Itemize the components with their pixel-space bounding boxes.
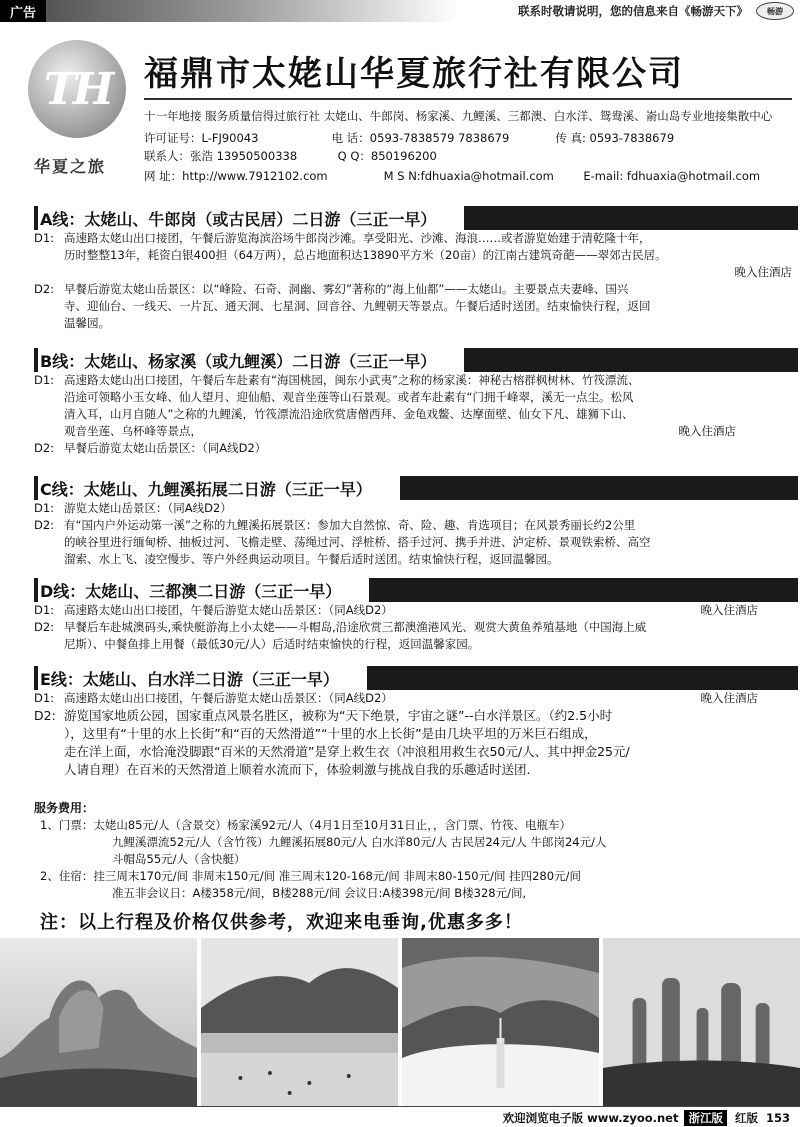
contact-row-2	[144, 148, 437, 164]
header-divider	[144, 98, 792, 100]
route-e-d2-line2: ），这里有“十里的水上长街”和“百的天然滑道”“十里的水上长街”是由几块平坦的万米巨石组成，	[64, 726, 597, 741]
license-number: 许可证号：L-FJ90043	[144, 131, 259, 145]
day-label: D2:	[34, 620, 55, 634]
route-a-title: A线：太姥山、牛郎岗（或古民居）二日游（三正一早）	[34, 206, 798, 230]
route-d-d1-line1: 高速路太姥山出口接团，午餐后游览太姥山岳景区：（同A线D2）	[64, 603, 393, 617]
route-a-d2-line1: 早餐后游览太姥山岳景区：以“峰险、石奇、洞幽、雾幻”著称的“海上仙都”——太姥山。主要景点夫妻峰、国兴	[64, 282, 629, 296]
route-e-d1-hotel: 晚入住酒店	[700, 691, 758, 705]
photo-beach	[201, 938, 398, 1106]
footer-rule	[0, 1106, 800, 1107]
ad-label: 广告	[0, 0, 46, 22]
source-note: 联系时敬请说明，您的信息来自《畅游天下》	[518, 4, 748, 18]
day-label: D2:	[34, 282, 55, 296]
route-d	[34, 578, 798, 653]
top-banner	[0, 0, 800, 22]
phone-number: 电 话：0593-7838579 7838679	[331, 131, 510, 145]
route-c-d2-line2: 的峡谷里进行缅甸桥、抽板过河、飞檐走壁、荡绳过河、浮桩桥、搭手过河、携手并进、泸定桥、景观铁索桥、高空	[64, 535, 651, 549]
day-label: D2:	[34, 441, 55, 455]
route-a-d2-line3: 温馨园。	[64, 316, 110, 330]
route-d-d1-hotel: 晚入住酒店	[700, 603, 758, 617]
page-footer	[0, 1108, 800, 1127]
route-b-title: B线：太姥山、杨家溪（或九鲤溪）二日游（三正一早）	[34, 348, 798, 372]
email-address: E-mail: fdhuaxia@hotmail.com	[583, 169, 761, 183]
magazine-logo-icon: 畅游	[756, 2, 794, 20]
route-b-d1-line1: 高速路太姥山出口接团，午餐后车赴素有“海国桃园，闽东小武夷”之称的杨家溪：神秘古榕群枫树林、竹筏漂流、	[64, 373, 640, 387]
logo-letters: TH	[43, 63, 111, 115]
day-label: D1:	[34, 501, 55, 515]
photo-sea-of-clouds	[402, 938, 599, 1106]
fee-tickets-line2: 九鲤溪漂流52元/人（含竹筏）九鲤溪拓展80元/人 白水洋80元/人 古民居24元/人 牛郎岗24元/人	[112, 835, 607, 849]
fee-lodging-line1: 2、住宿：挂三周末170元/间 非周末150元/间 准三周末120-168元/间 非周末80-150元/间 挂四280元/间	[40, 869, 581, 883]
contact-person: 联系人：张浩 13950500338	[144, 149, 298, 163]
route-e-d2-line1: 游览国家地质公园，国家重点风景名胜区，被称为“天下绝景，宇宙之谜”--白水洋景区。（约2.5小时	[64, 708, 613, 723]
route-c-d2-line3: 溜索、水上飞、凌空慢步、等户外经典运动项目。午餐后适时送团。结束愉快行程，返回温馨园。	[64, 552, 559, 566]
route-d-d2-line2: 尼斯）、中餐鱼排上用餐（最低30元/人）后适时结束愉快的行程，返回温馨家园。	[64, 637, 480, 651]
route-a-d2-line2: 寺、迎仙台、一线天、一片瓦、通天洞、七星洞、回音谷、九鲤朝天等景点。午餐后适时送团。结束愉快行程，返回	[64, 299, 651, 313]
route-b-d1-line3: 清入耳，山月自随人”之称的九鲤溪，竹筏漂流沿途欣赏唐僧西拜、金龟戏鳖、达摩面壁、仙女下凡、雄狮下山、	[64, 407, 634, 421]
day-label: D2:	[34, 518, 55, 532]
route-b-d1-hotel: 晚入住酒店	[678, 424, 736, 438]
route-a-d1-hotel: 晚入住酒店	[734, 265, 792, 279]
day-label: D1:	[34, 373, 55, 387]
route-a-d1-line2: 历时整整13年，耗资白银400担（64万两），总占地面积达13890平方米（20亩）的江南古建筑奇葩——翠郊古民居。	[64, 248, 667, 262]
route-b	[34, 348, 798, 457]
route-e-d2-line4: 人请自理）在百米的天然滑道上顺着水流而下，体验刺激与挑战自我的乐趣适时送团.	[64, 762, 531, 777]
day-label: D2:	[34, 708, 56, 723]
company-name: 福鼎市太姥山华夏旅行社有限公司	[144, 54, 684, 94]
route-b-d2-line1: 早餐后游览太姥山岳景区：（同A线D2）	[64, 441, 267, 455]
route-a-d1-line1: 高速路太姥山出口接团，午餐后游览海滨浴场牛郎岗沙滩。享受阳光、沙滩、海浪……或者游览始建于清乾隆十年，	[64, 231, 651, 245]
qq-number: Q Q：850196200	[337, 149, 437, 163]
contact-row-1	[144, 130, 674, 146]
contact-row-3	[144, 168, 760, 184]
banner-strip	[46, 0, 800, 22]
fax-number: 传 真: 0593-7838679	[555, 131, 675, 145]
website-link[interactable]: 网 址：http://www.7912102.com	[144, 169, 328, 183]
route-e-title: E线：太姥山、白水洋二日游（三正一早）	[34, 666, 798, 690]
day-label: D1:	[34, 691, 55, 705]
route-c-title: C线：太姥山、九鲤溪拓展二日游（三正一早）	[34, 476, 798, 500]
route-d-d2-line1: 早餐后车赴城澳码头,乘快艇游海上小太姥——斗帽岛,沿途欣赏三都澳渔港风光、观赏大黄鱼养殖基地（中国海上威	[64, 620, 647, 634]
fees-title: 服务费用：	[34, 801, 95, 815]
route-c-d2-line1: 有“国内户外运动第一溪”之称的九鲤溪拓展景区：参加大自然惊、奇、险、趣、肯选项目；在风景秀丽长约2公里	[64, 518, 636, 532]
logo-slogan: 华夏之旅	[34, 157, 107, 176]
route-b-d1-line2: 沿途可领略小玉女峰、仙人望月、迎仙船、观音坐莲等山石景观。或者车赴素有“门拥千峰翠，溪无一点尘。松风	[64, 390, 634, 404]
route-c	[34, 476, 798, 568]
fee-lodging-line2: 准五非会议日：A楼358元/间，B楼288元/间 会议日:A楼398元/间 B楼328元/间,	[112, 886, 527, 900]
fee-tickets-line1: 1、门票：太姥山85元/人（含景交）杨家溪92元/人（4月1日至10月31日止，，含门票、竹筏、电瓶车）	[40, 818, 571, 832]
fee-tickets-line3: 斗帽岛55元/人（含快艇）	[112, 852, 246, 866]
route-d-title: D线：太姥山、三都澳二日游（三正一早）	[34, 578, 798, 602]
day-label: D1:	[34, 603, 55, 617]
day-label: D1:	[34, 231, 55, 245]
website-promo: 欢迎浏览电子版 www.zyoo.net	[502, 1110, 679, 1125]
company-logo-icon	[28, 40, 126, 138]
route-e-d2-line3: 走在洋上面，水恰淹没脚跟“百米的天然滑道”是穿上救生衣（冲浪租用救生衣50元/人、其中押金25元/	[64, 744, 630, 759]
route-a	[34, 206, 798, 332]
page-number: 153	[765, 1110, 790, 1125]
service-fees	[34, 800, 798, 902]
company-header	[0, 26, 800, 196]
edition-color: 红版	[734, 1110, 758, 1125]
route-c-d1-line1: 游览太姥山岳景区：（同A线D2）	[64, 501, 232, 515]
route-b-d1-line4: 观音坐莲、乌杯峰等景点，	[64, 424, 202, 438]
edition-region: 浙江版	[684, 1110, 727, 1126]
photo-rock-peaks	[0, 938, 197, 1106]
notice-text: 注：以上行程及价格仅供参考，欢迎来电垂询,优惠多多！	[40, 912, 523, 933]
company-tagline: 十一年地接 服务质量信得过旅行社 太姥山、牛郎岗、杨家溪、九鲤溪、三都澳、白水洋、鸳鸯溪、嵛山岛专业地接集散中心	[144, 109, 773, 123]
route-e	[34, 666, 798, 779]
msn-address: M S N:fdhuaxia@hotmail.com	[383, 169, 554, 183]
photo-stone-pillars	[603, 938, 800, 1106]
photo-strip	[0, 938, 800, 1106]
route-e-d1-line1: 高速路太姥山出口接团，午餐后游览太姥山岳景区：（同A线D2）	[64, 691, 393, 705]
